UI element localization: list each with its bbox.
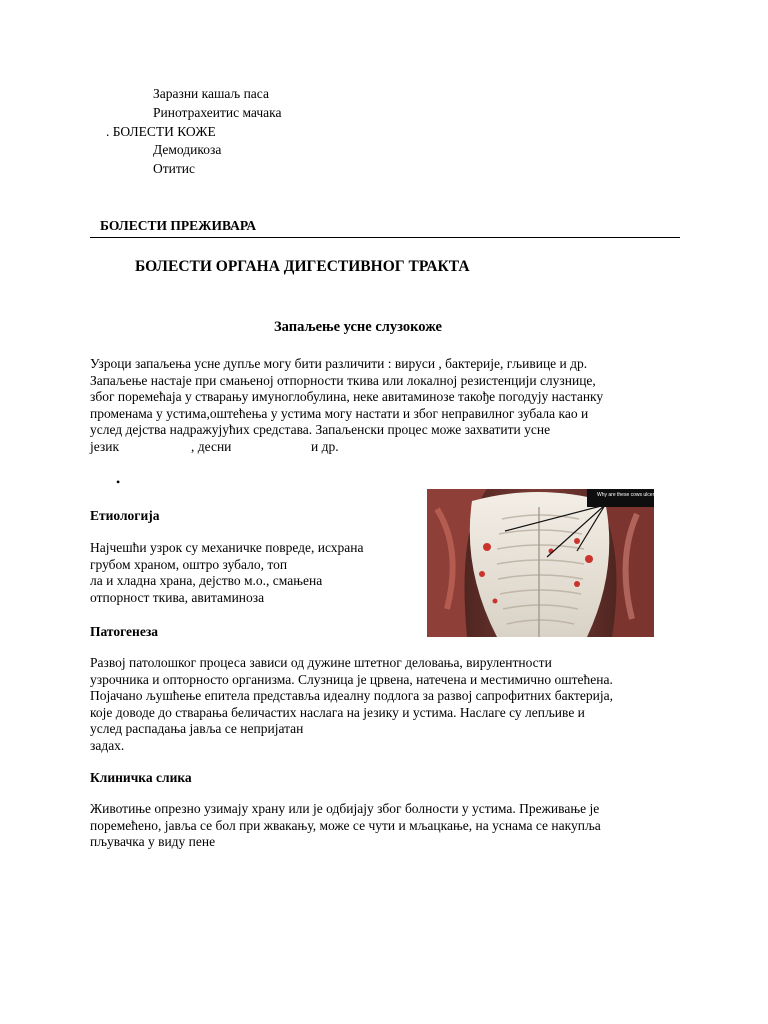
paragraph-line: ла и хладна храна, дејство м.о., смањена — [90, 573, 323, 588]
paragraph-line: отпорност ткива, авитаминоза — [90, 589, 265, 605]
pathogenesis-heading: Патогенеза — [90, 624, 158, 639]
paragraph-line: грубом храном, оштро зубало, топ — [90, 556, 288, 572]
horizontal-rule — [90, 237, 680, 238]
paragraph-line: задах. — [90, 737, 125, 753]
clinical-paragraph — [90, 801, 690, 851]
toc-item: Отитис — [153, 161, 195, 176]
topic-heading: Запаљење усне слузокоже — [274, 319, 442, 335]
toc-item: Ринотрахеитис мачака — [153, 105, 282, 120]
paragraph-line: Узроци запаљења усне дупље могу бити различити : вируси , бактерије, гљивице и др. — [90, 356, 588, 371]
paragraph-line: узрочника и опторносто организма. Слузница је црвена, натечена и местимично оштећена. — [90, 671, 613, 687]
intro-paragraph — [90, 356, 690, 455]
toc-item: Заразни кашаљ паса — [153, 86, 269, 101]
clinical-heading: Клиничка слика — [90, 770, 192, 785]
text-fragment: језик — [90, 438, 120, 454]
section-heading: БОЛЕСТИ ПРЕЖИВАРА — [100, 218, 257, 233]
pathogenesis-paragraph — [90, 655, 690, 754]
text-fragment: , десни — [191, 438, 232, 454]
etiology-paragraph — [90, 540, 410, 606]
text-fragment: и др. — [311, 438, 339, 454]
paragraph-line: Развој патолошког процеса зависи од дужине штетног деловања, вирулентности — [90, 655, 552, 670]
paragraph-line: Запаљење настаје при смањеној отпорности ткива или локалној резистенцији слузнице, — [90, 372, 596, 388]
oral-lesion-photo — [427, 489, 683, 637]
bullet-point: • — [116, 475, 121, 489]
toc-item: Демодикоза — [153, 142, 222, 157]
paragraph-line: променама у устима,оштећења у устима могу настати и због неправилног зубала као и — [90, 405, 589, 421]
photo-caption: Why are these cows ulcers rather than — [597, 492, 683, 498]
paragraph-line: услед распадања јавља се непријатан — [90, 721, 304, 736]
paragraph-line: пљувачка у виду пене — [90, 834, 216, 849]
paragraph-line: због поремећаја у стварању имуноглобулина, неке авитаминозе такође погодују настанку — [90, 389, 604, 404]
paragraph-line — [90, 439, 690, 456]
paragraph-line: поремећено, јавља се бол при жвакању, може се чути и мљацкање, на уснама се накупља — [90, 817, 601, 833]
paragraph-line: услед дејства надражујућих средстава. Запаљенски процес може захватити усне — [90, 422, 551, 437]
paragraph-line: Најчешћи узрок су механичке повреде, исхрана — [90, 540, 364, 555]
photo-illustration — [427, 489, 683, 637]
etiology-heading: Етиологија — [90, 508, 160, 523]
paragraph-line: које доводе до стварања беличастих наслага на језику и устима. Наслаге су лепљиве и — [90, 704, 585, 720]
paragraph-line: Животиње опрезно узимају храну или је одбијају због болности у устима. Преживање је — [90, 801, 600, 816]
paragraph-line: Појачано љушћење епитела представља идеалну подлога за развој сапрофитних бактерија, — [90, 688, 613, 703]
toc-item: . БОЛЕСТИ КОЖЕ — [106, 124, 216, 139]
chapter-heading: БОЛЕСТИ ОРГАНА ДИГЕСТИВНОГ ТРАКТА — [135, 258, 470, 275]
